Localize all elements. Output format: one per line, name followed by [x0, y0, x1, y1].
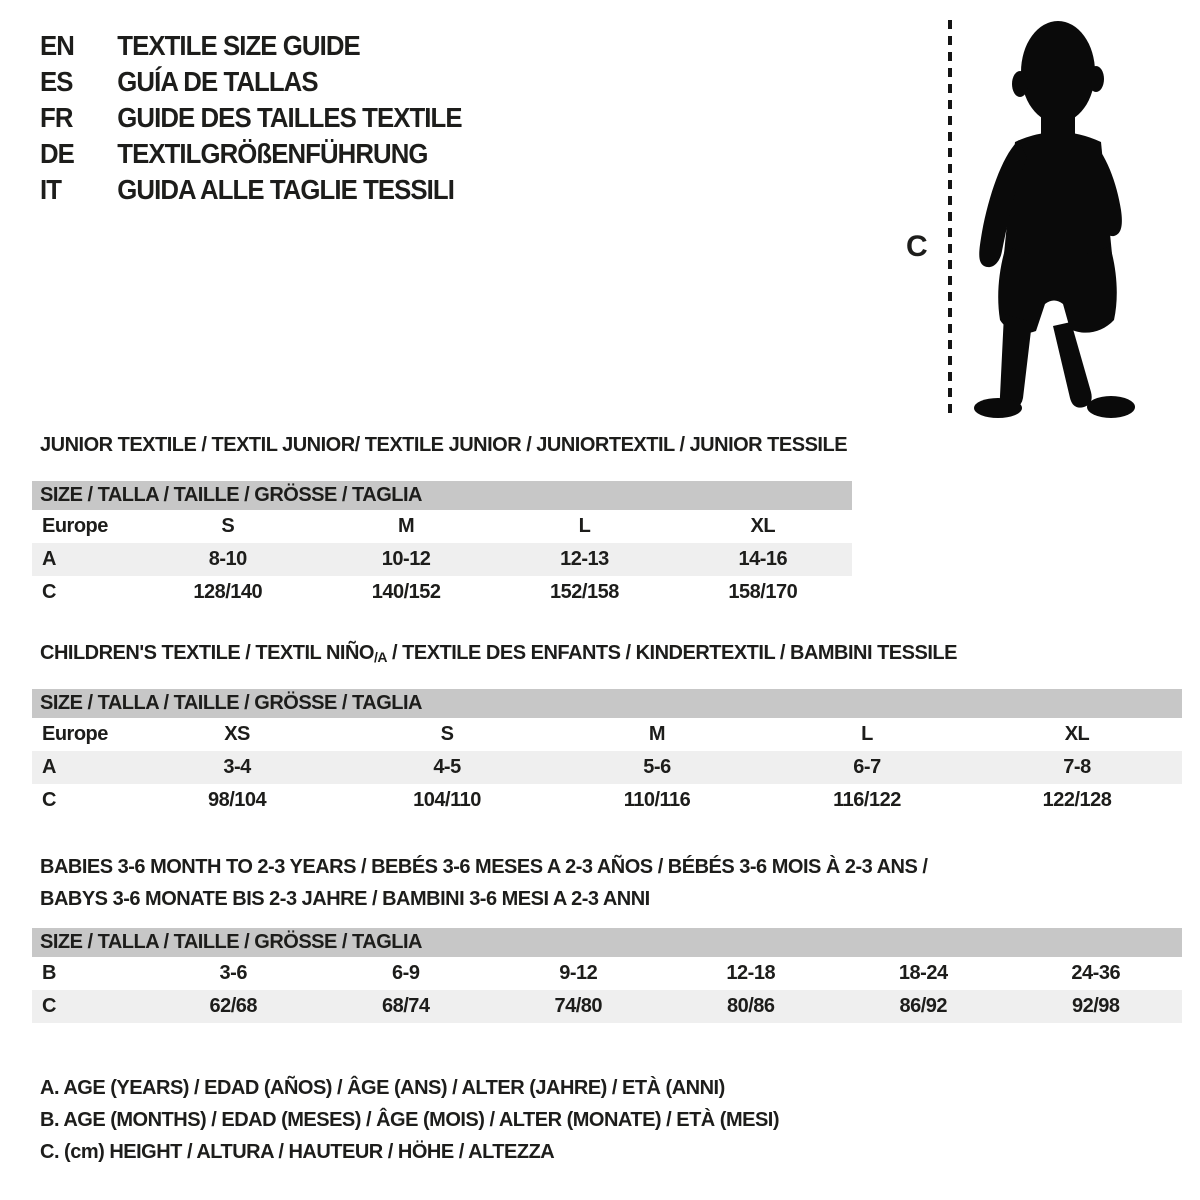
children-title-text: / TEXTILE DES ENFANTS / KINDERTEXTIL / BAMBINI TESSILE: [386, 642, 957, 664]
size-cell: XL: [750, 515, 776, 537]
row-label: A: [42, 548, 56, 570]
size-cell: S: [221, 515, 235, 537]
table-row-age: [32, 543, 852, 576]
table-row-months: [32, 957, 1182, 990]
row-label: C: [42, 789, 56, 811]
guide-title-it: GUIDA ALLE TAGLIE TESSILI: [117, 174, 454, 205]
age-cell: 4-5: [433, 756, 461, 778]
height-cell: 98/104: [207, 789, 267, 811]
lang-row-en: [40, 28, 462, 64]
guide-title-de: TEXTILGRÖßENFÜHRUNG: [117, 138, 428, 169]
size-cell: L: [861, 723, 873, 745]
size-cell: S: [440, 723, 454, 745]
height-cell: 152/158: [550, 581, 619, 603]
height-cell: 62/68: [209, 995, 258, 1017]
babies-title-line1: BABIES 3-6 MONTH TO 2-3 YEARS / BEBÉS 3-6 MESES A 2-3 AÑOS / BÉBÉS 3-6 MOIS À 2-3 ANS /: [40, 856, 928, 878]
size-header-label: SIZE / TALLA / TAILLE / GRÖSSE / TAGLIA: [32, 689, 1182, 718]
lang-code: FR: [40, 102, 73, 133]
language-title-list: [40, 28, 462, 208]
row-label: A: [42, 756, 56, 778]
height-cell: 158/170: [728, 581, 798, 603]
size-header-row: [32, 689, 1182, 718]
guide-title-es: GUÍA DE TALLAS: [117, 66, 318, 97]
size-header-label: SIZE / TALLA / TAILLE / GRÖSSE / TAGLIA: [32, 928, 1182, 957]
toddler-silhouette-icon: [965, 16, 1137, 420]
row-label: C: [42, 995, 56, 1017]
size-cell: M: [398, 515, 415, 537]
table-row-height: [32, 576, 852, 609]
size-header-row: [32, 928, 1182, 957]
children-section-title: [40, 642, 957, 665]
row-label: C: [42, 581, 56, 603]
babies-size-table: [32, 928, 1182, 1023]
lang-code: IT: [40, 174, 62, 205]
size-cell: XL: [1064, 723, 1090, 745]
age-cell: 8-10: [208, 548, 247, 570]
table-row-age: [32, 751, 1182, 784]
table-row-europe: [32, 718, 1182, 751]
lang-row-it: [40, 172, 462, 208]
months-cell: 18-24: [898, 962, 948, 984]
age-cell: 5-6: [643, 756, 671, 778]
lang-row-es: [40, 64, 462, 100]
height-cell: 74/80: [554, 995, 603, 1017]
table-row-height: [32, 990, 1182, 1023]
months-cell: 12-18: [726, 962, 776, 984]
lang-row-fr: [40, 100, 462, 136]
lang-code: EN: [40, 30, 74, 61]
age-cell: 10-12: [381, 548, 431, 570]
height-cell: 80/86: [726, 995, 775, 1017]
height-cell: 104/110: [413, 789, 481, 811]
height-measure-label: C: [906, 230, 928, 263]
age-cell: 3-4: [223, 756, 251, 778]
size-cell: M: [648, 723, 666, 745]
guide-title-en: TEXTILE SIZE GUIDE: [117, 30, 360, 61]
lang-row-de: [40, 136, 462, 172]
legend-height-cm: C. (cm) HEIGHT / ALTURA / HAUTEUR / HÖHE / ALTEZZA: [40, 1141, 555, 1163]
months-cell: 24-36: [1071, 962, 1121, 984]
junior-size-table: [32, 481, 852, 609]
height-cell: 92/98: [1071, 995, 1120, 1017]
measurement-legend: [40, 1072, 779, 1168]
months-cell: 3-6: [219, 962, 247, 984]
legend-age-years: A. AGE (YEARS) / EDAD (AÑOS) / ÂGE (ANS) / ALTER (JAHRE) / ETÀ (ANNI): [40, 1077, 725, 1099]
legend-age-months: B. AGE (MONTHS) / EDAD (MESES) / ÂGE (MOIS) / ALTER (MONATE) / ETÀ (MESI): [40, 1109, 780, 1131]
months-cell: 6-9: [392, 962, 420, 984]
height-cell: 110/116: [623, 789, 691, 811]
row-label: Europe: [42, 723, 108, 745]
children-title-text: CHILDREN'S TEXTILE / TEXTIL NIÑO: [40, 642, 374, 664]
size-header-row: [32, 481, 852, 510]
children-title-subscript: /A: [373, 649, 387, 665]
row-label: B: [42, 962, 56, 984]
guide-title-fr: GUIDE DES TAILLES TEXTILE: [117, 102, 462, 133]
lang-code: ES: [40, 66, 73, 97]
size-cell: XS: [224, 723, 250, 745]
age-cell: 7-8: [1063, 756, 1091, 778]
age-cell: 6-7: [853, 756, 881, 778]
months-cell: 9-12: [559, 962, 598, 984]
height-cell: 116/122: [833, 789, 901, 811]
junior-section-title: JUNIOR TEXTILE / TEXTIL JUNIOR/ TEXTILE JUNIOR / JUNIORTEXTIL / JUNIOR TESSILE: [40, 434, 848, 456]
babies-title-line2: BABYS 3-6 MONATE BIS 2-3 JAHRE / BAMBINI 3-6 MESI A 2-3 ANNI: [40, 888, 650, 910]
row-label: Europe: [42, 515, 108, 537]
height-cell: 68/74: [381, 995, 430, 1017]
height-cell: 128/140: [193, 581, 263, 603]
lang-code: DE: [40, 138, 74, 169]
height-cell: 140/152: [371, 581, 441, 603]
height-cell: 122/128: [1042, 789, 1112, 811]
babies-section-title: [40, 851, 927, 915]
size-header-label: SIZE / TALLA / TAILLE / GRÖSSE / TAGLIA: [32, 481, 852, 510]
table-row-europe: [32, 510, 852, 543]
children-size-table: [32, 689, 1182, 817]
height-cell: 86/92: [899, 995, 948, 1017]
height-dashed-line: [948, 20, 952, 416]
age-cell: 14-16: [738, 548, 788, 570]
age-cell: 12-13: [560, 548, 609, 570]
table-row-height: [32, 784, 1182, 817]
size-cell: L: [578, 515, 591, 537]
